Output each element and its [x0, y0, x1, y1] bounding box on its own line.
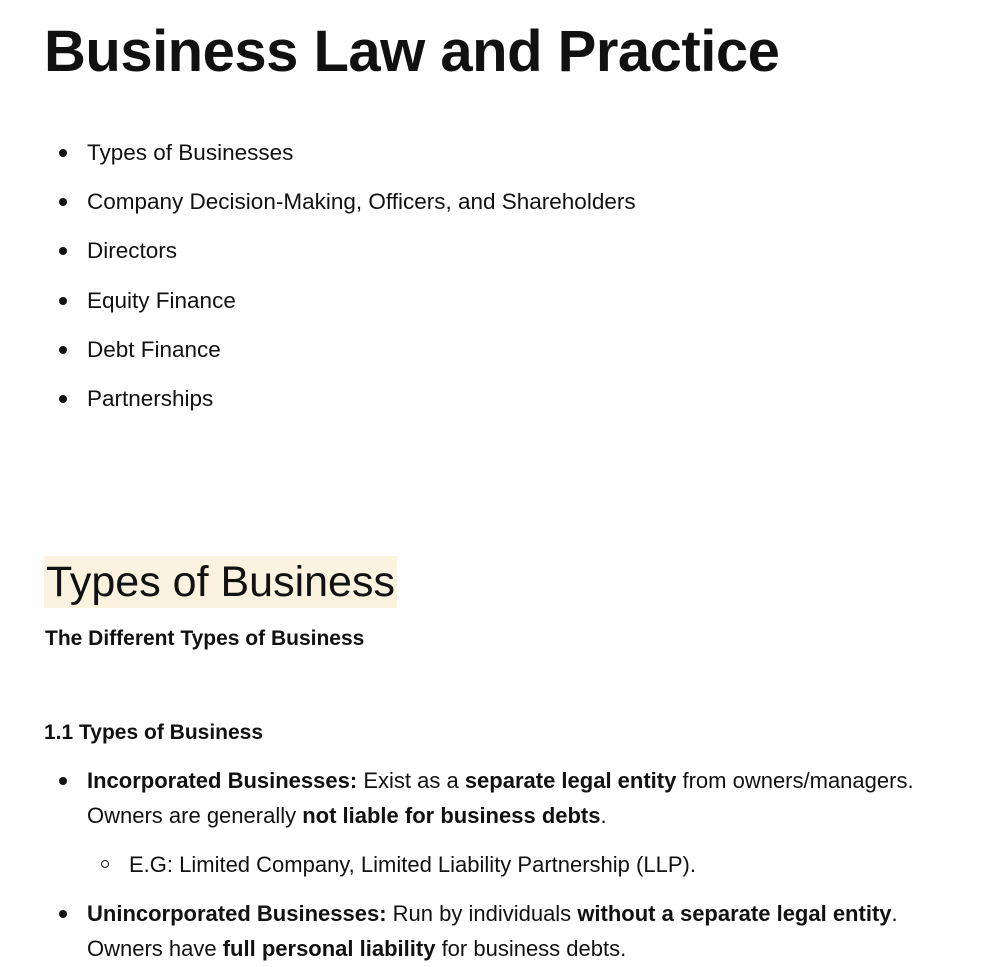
example-list	[87, 847, 925, 882]
section-subheading: The Different Types of Business	[45, 627, 365, 650]
body-text: Exist as a	[363, 768, 465, 793]
toc-item-label: Partnerships	[87, 385, 214, 411]
bullet-icon	[59, 247, 67, 255]
page-title: Business Law and Practice	[44, 19, 780, 84]
body-text: . Owners have	[87, 901, 898, 961]
business-types-list	[0, 763, 1005, 966]
term-label: Incorporated Businesses	[87, 768, 350, 793]
toc-item-partnerships[interactable]	[0, 379, 636, 428]
emphasis-text: not liable for business debts	[302, 803, 601, 828]
example-item	[87, 847, 925, 882]
toc-item-directors[interactable]	[0, 231, 636, 280]
toc-item-types-of-businesses[interactable]	[0, 133, 636, 182]
emphasis-text: without a separate legal entity	[577, 901, 892, 926]
term-label: Unincorporated Businesses	[87, 901, 380, 926]
list-item-incorporated	[0, 763, 1005, 882]
body-text: from owners/managers. Owners are generally	[87, 768, 914, 828]
bullet-icon	[59, 910, 67, 918]
toc-item-label: Debt Finance	[87, 336, 221, 362]
term-separator: :	[379, 901, 393, 926]
bullet-icon	[59, 297, 67, 305]
subsection-heading: 1.1 Types of Business	[44, 721, 264, 744]
bullet-icon	[59, 198, 67, 206]
bullet-icon	[59, 149, 67, 157]
bullet-icon	[59, 346, 67, 354]
toc-item-company-decision-making[interactable]	[0, 182, 636, 231]
bullet-icon	[59, 395, 67, 403]
circle-bullet-icon	[101, 860, 109, 868]
table-of-contents	[0, 133, 636, 428]
list-item-unincorporated	[0, 896, 1005, 966]
body-text: for business debts.	[435, 936, 627, 961]
toc-item-debt-finance[interactable]	[0, 330, 636, 379]
toc-item-label: Types of Businesses	[87, 140, 294, 165]
term-separator: :	[349, 768, 364, 793]
toc-item-label: Equity Finance	[87, 287, 236, 313]
emphasis-text: full personal liability	[222, 936, 436, 961]
example-text: E.G: Limited Company, Limited Liability Partnership (LLP).	[129, 852, 696, 877]
section-heading: Types of Business	[46, 558, 395, 606]
toc-item-label: Company Decision-Making, Officers, and Shareholders	[87, 189, 636, 215]
toc-item-label: Directors	[87, 238, 178, 264]
body-text: Run by individuals	[392, 901, 578, 926]
bullet-icon	[59, 777, 67, 785]
emphasis-text: separate legal entity	[464, 768, 677, 793]
body-text: .	[600, 803, 607, 828]
toc-item-equity-finance[interactable]	[0, 281, 636, 330]
